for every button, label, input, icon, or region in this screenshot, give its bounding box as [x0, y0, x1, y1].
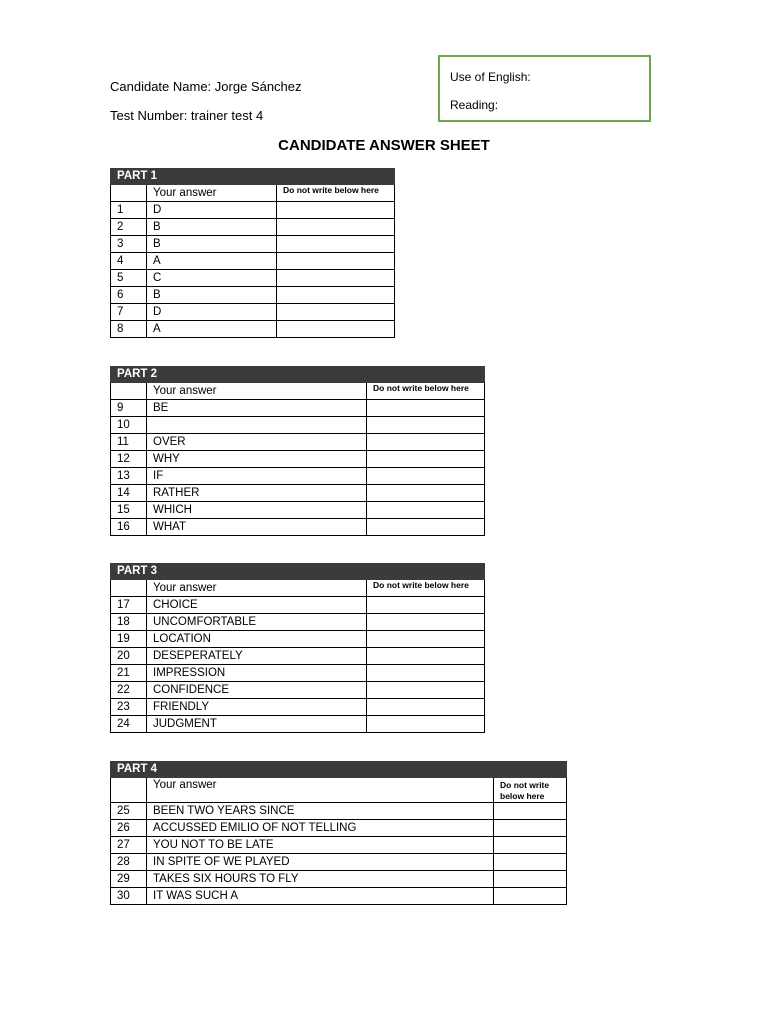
table-row [111, 803, 567, 820]
table-row [111, 468, 485, 485]
question-number: 2 [111, 219, 147, 236]
page-title: CANDIDATE ANSWER SHEET [278, 137, 490, 154]
examiner-cell [367, 519, 485, 536]
question-number: 17 [111, 597, 147, 614]
answer-cell: BE [147, 400, 367, 417]
table-row [111, 820, 567, 837]
answer-column-header: Your answer [147, 580, 367, 597]
question-number: 28 [111, 854, 147, 871]
examiner-cell [367, 485, 485, 502]
examiner-cell [277, 321, 395, 338]
examiner-cell [367, 417, 485, 434]
table-row [111, 519, 485, 536]
answer-cell: B [147, 287, 277, 304]
table-row [111, 417, 485, 434]
table-row [111, 287, 395, 304]
examiner-cell [494, 854, 567, 871]
question-number: 22 [111, 682, 147, 699]
question-number: 11 [111, 434, 147, 451]
table-row [111, 854, 567, 871]
answer-cell: B [147, 219, 277, 236]
examiner-cell [277, 236, 395, 253]
table-row [111, 236, 395, 253]
answer-cell: YOU NOT TO BE LATE [147, 837, 494, 854]
answer-cell: IMPRESSION [147, 665, 367, 682]
examiner-cell [367, 502, 485, 519]
answer-column-header: Your answer [147, 778, 494, 803]
examiner-cell [367, 699, 485, 716]
question-number: 26 [111, 820, 147, 837]
candidate-name: Candidate Name: Jorge Sánchez [110, 79, 302, 94]
examiner-cell [277, 219, 395, 236]
table-row [111, 699, 485, 716]
question-number: 30 [111, 888, 147, 905]
question-number: 3 [111, 236, 147, 253]
table-row [111, 502, 485, 519]
answer-cell: C [147, 270, 277, 287]
table-row [111, 400, 485, 417]
examiner-cell [367, 614, 485, 631]
question-number: 23 [111, 699, 147, 716]
answer-cell: D [147, 202, 277, 219]
question-number: 5 [111, 270, 147, 287]
table-row [111, 451, 485, 468]
examiner-cell [367, 468, 485, 485]
table-row [111, 304, 395, 321]
examiner-cell [367, 597, 485, 614]
answer-cell: A [147, 321, 277, 338]
score-box [438, 55, 651, 122]
examiner-cell [494, 888, 567, 905]
question-number: 25 [111, 803, 147, 820]
examiner-cell [367, 682, 485, 699]
table-row [111, 648, 485, 665]
question-number: 1 [111, 202, 147, 219]
part-label: PART 4 [111, 762, 567, 778]
table-row [111, 716, 485, 733]
part-label: PART 2 [111, 367, 485, 383]
answer-cell: IF [147, 468, 367, 485]
answer-cell: UNCOMFORTABLE [147, 614, 367, 631]
question-number: 19 [111, 631, 147, 648]
examiner-cell [494, 837, 567, 854]
question-number: 7 [111, 304, 147, 321]
answer-cell: FRIENDLY [147, 699, 367, 716]
table-row [111, 888, 567, 905]
table-row [111, 253, 395, 270]
examiner-cell [367, 665, 485, 682]
answer-cell: IN SPITE OF WE PLAYED [147, 854, 494, 871]
question-number: 6 [111, 287, 147, 304]
examiner-cell [494, 803, 567, 820]
question-number: 12 [111, 451, 147, 468]
table-row [111, 837, 567, 854]
table-row [111, 665, 485, 682]
answer-cell: D [147, 304, 277, 321]
examiner-column-header: Do not write below here [277, 185, 395, 202]
answer-cell: WHICH [147, 502, 367, 519]
question-number: 9 [111, 400, 147, 417]
question-number: 18 [111, 614, 147, 631]
question-number: 20 [111, 648, 147, 665]
table-row [111, 219, 395, 236]
examiner-cell [277, 304, 395, 321]
answer-cell [147, 417, 367, 434]
table-row [111, 321, 395, 338]
question-number: 8 [111, 321, 147, 338]
answer-cell: IT WAS SUCH A [147, 888, 494, 905]
answer-cell: DESEPERATELY [147, 648, 367, 665]
question-number: 24 [111, 716, 147, 733]
examiner-cell [277, 253, 395, 270]
answer-cell: B [147, 236, 277, 253]
table-row [111, 202, 395, 219]
question-number: 16 [111, 519, 147, 536]
answer-cell: ACCUSSED EMILIO OF NOT TELLING [147, 820, 494, 837]
table-row [111, 871, 567, 888]
answer-cell: TAKES SIX HOURS TO FLY [147, 871, 494, 888]
examiner-cell [277, 202, 395, 219]
examiner-cell [367, 631, 485, 648]
answer-cell: RATHER [147, 485, 367, 502]
examiner-cell [277, 270, 395, 287]
question-number: 27 [111, 837, 147, 854]
examiner-cell [367, 648, 485, 665]
examiner-cell [494, 820, 567, 837]
answer-cell: OVER [147, 434, 367, 451]
question-number: 29 [111, 871, 147, 888]
answer-column-header: Your answer [147, 383, 367, 400]
answer-cell: BEEN TWO YEARS SINCE [147, 803, 494, 820]
question-number: 4 [111, 253, 147, 270]
examiner-cell [367, 434, 485, 451]
answer-column-header: Your answer [147, 185, 277, 202]
question-number: 15 [111, 502, 147, 519]
question-number: 21 [111, 665, 147, 682]
answer-cell: LOCATION [147, 631, 367, 648]
answer-cell: WHY [147, 451, 367, 468]
table-row [111, 614, 485, 631]
question-number: 13 [111, 468, 147, 485]
answer-cell: WHAT [147, 519, 367, 536]
part-2-table [110, 366, 485, 536]
examiner-cell [494, 871, 567, 888]
answer-cell: CONFIDENCE [147, 682, 367, 699]
part-label: PART 1 [111, 169, 395, 185]
question-number: 10 [111, 417, 147, 434]
examiner-cell [367, 716, 485, 733]
table-row [111, 434, 485, 451]
answer-cell: CHOICE [147, 597, 367, 614]
answer-cell: A [147, 253, 277, 270]
part-label: PART 3 [111, 564, 485, 580]
examiner-cell [367, 400, 485, 417]
part-1-table [110, 168, 395, 338]
examiner-column-header: Do not write below here [367, 580, 485, 597]
examiner-cell [277, 287, 395, 304]
examiner-cell [367, 451, 485, 468]
use-of-english-label: Use of English: [450, 70, 531, 84]
answer-cell: JUDGMENT [147, 716, 367, 733]
part-4-table [110, 761, 567, 905]
table-row [111, 485, 485, 502]
table-row [111, 270, 395, 287]
table-row [111, 631, 485, 648]
reading-label: Reading: [450, 98, 499, 112]
table-row [111, 682, 485, 699]
examiner-column-header: Do not write below here [367, 383, 485, 400]
question-number: 14 [111, 485, 147, 502]
test-number: Test Number: trainer test 4 [110, 108, 264, 123]
examiner-column-header: Do not write below here [494, 778, 567, 803]
table-row [111, 597, 485, 614]
part-3-table [110, 563, 485, 733]
